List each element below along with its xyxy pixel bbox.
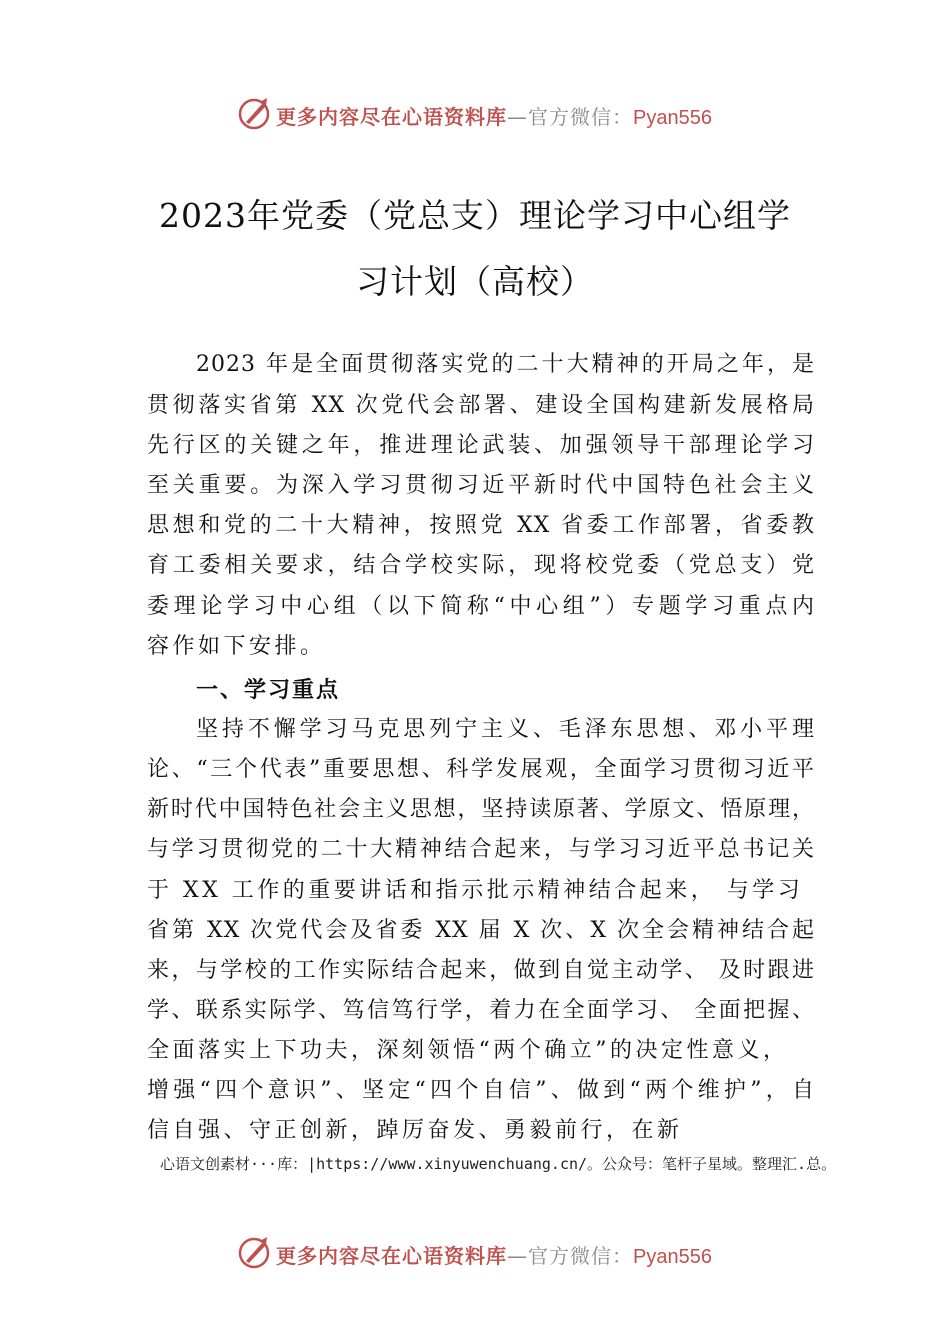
text-line: 委理论学习中心组（以下简称“中心组”）专题学习重点内 xyxy=(147,594,815,619)
text-line: 学、联系实际学、笃信笃行学，着力在全面学习、 全面把握、 xyxy=(147,998,815,1023)
header-banner xyxy=(0,94,950,134)
banner-wechat-label: —官方微信： xyxy=(507,105,633,129)
text-line: 论、“三个代表”重要思想、科学发展观，全面学习贯彻习近平 xyxy=(147,757,815,782)
banner-text xyxy=(276,1240,712,1269)
text-line: 思想和党的二十大精神，按照党 XX 省委工作部署，省委教 xyxy=(147,513,815,538)
document-title-line1: 2023年党委（党总支）理论学习中心组学 xyxy=(159,196,791,235)
quill-logo-icon xyxy=(236,1235,272,1269)
text-line: 于 XX 工作的重要讲话和指示批示精神结合起来， 与学习 xyxy=(147,878,804,903)
document-title-line2: 习计划（高校） xyxy=(356,262,594,301)
text-line: 全面落实上下功夫，深刻领悟“两个确立”的决定性意义， xyxy=(147,1038,789,1063)
banner-wechat-id: Pyan556 xyxy=(633,1246,712,1268)
text-line: 来，与学校的工作实际结合起来，做到自觉主动学、 及时跟进 xyxy=(147,958,815,983)
text-line: 省第 XX 次党代会及省委 XX 届 X 次、X 次全会精神结合起 xyxy=(147,918,815,943)
text-line: 新时代中国特色社会主义思想，坚持读原著、学原文、悟原理， xyxy=(147,797,815,822)
text-line: 坚持不懈学习马克思列宁主义、毛泽东思想、邓小平理 xyxy=(196,717,815,742)
banner-wechat-id: Pyan556 xyxy=(633,107,712,129)
banner-site-name: 更多内容尽在心语资料库 xyxy=(276,1244,507,1268)
text-line: 先行区的关键之年，推进理论武装、加强领导干部理论学习 xyxy=(147,433,815,458)
footer-source-note: 心语文创素材···库：|https://www.xinyuwenchuang.cn/。公众号：笔杆子星域。整理汇.总。 xyxy=(160,1155,837,1173)
text-line: 2023 年是全面贯彻落实党的二十大精神的开局之年，是 xyxy=(196,352,815,377)
text-line: 与学习贯彻党的二十大精神结合起来，与学习习近平总书记关 xyxy=(147,837,815,862)
text-line: 贯彻落实省第 XX 次党代会部署、建设全国构建新发展格局 xyxy=(147,393,815,418)
text-line: 信自强、守正创新，踔厉奋发、勇毅前行，在新 xyxy=(147,1118,683,1143)
footer-banner xyxy=(0,1233,950,1273)
section-heading: 一、学习重点 xyxy=(196,678,341,703)
text-line: 至关重要。为深入学习贯彻习近平新时代中国特色社会主义 xyxy=(147,473,815,498)
text-line: 容作如下安排。 xyxy=(147,634,326,659)
text-line: 育工委相关要求，结合学校实际，现将校党委（党总支）党 xyxy=(147,553,815,578)
quill-logo-icon xyxy=(236,96,272,130)
banner-wechat-label: —官方微信： xyxy=(507,1244,633,1268)
banner-text xyxy=(276,101,712,130)
banner-site-name: 更多内容尽在心语资料库 xyxy=(276,105,507,129)
text-line: 增强“四个意识”、坚定“四个自信”、做到“两个维护”，自 xyxy=(147,1078,815,1103)
